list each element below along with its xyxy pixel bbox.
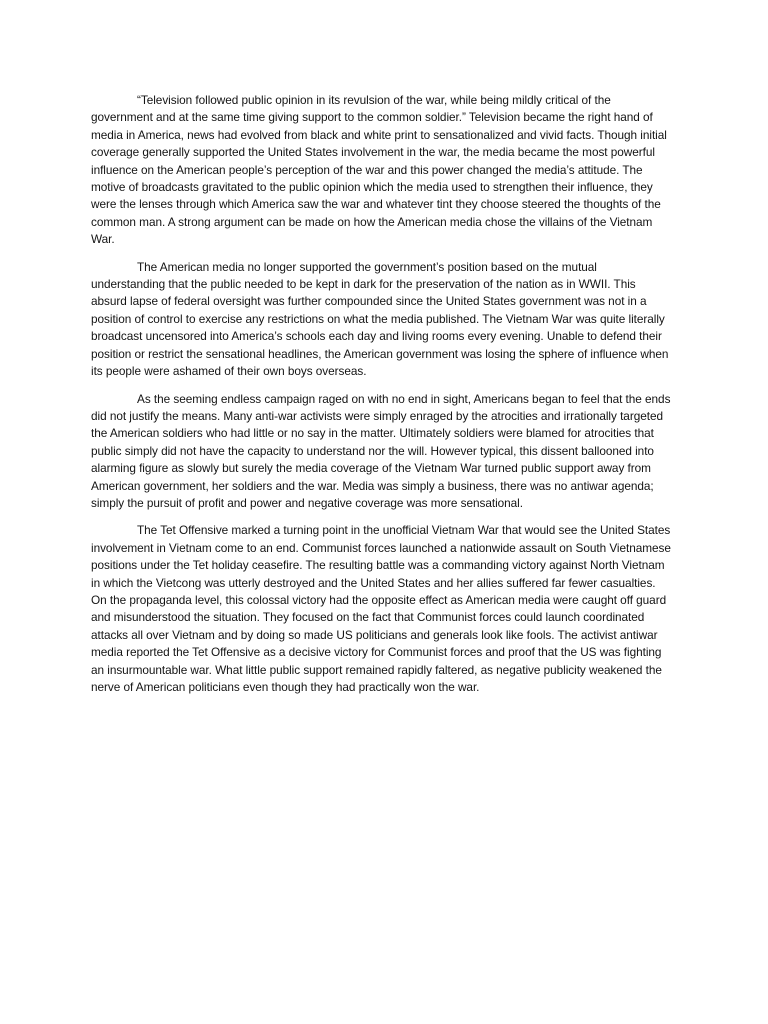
paragraph-tet-offensive: The Tet Offensive marked a turning point in the unofficial Vietnam War that would see the United States involvement in Vietnam come to an end. Communist forces launched a nationwide assault on South Vietnamese positions under the Tet holiday ceasefire. The resulting battle was a commanding victory against North Vietnam in which the Vietcong was utterly destroyed and the United States and her allies suffered far fewer casualties. On the propaganda level, this colossal victory had the opposite effect as American media were caught off guard and misunderstood the situation. They focused on the fact that Communist forces could launch coordinated attacks all over Vietnam and by doing so made US politicians and generals look like fools. The activist antiwar media reported the Tet Offensive as a decisive victory for Communist forces and proof that the US was fighting an insurmountable war. What little public support remained rapidly faltered, as negative publicity weakened the nerve of American politicians even though they had practically won the war. — [91, 523, 671, 694]
paragraph-television-media: “Television followed public opinion in its revulsion of the war, while being mildly critical of the government and at the same time giving support to the common soldier.” Television became the right hand of media in America, news had evolved from black and white print to sensationalized and vivid facts. Though initial coverage generally supported the United States involvement in the war, the media became the most powerful influence on the American people’s perception of the war and this power changed the media’s attitude. The motive of broadcasts gravitated to the public opinion which the media used to strengthen their influence, they were the lenses through which America saw the war and whatever tint they choose steered the thoughts of the common man. A strong argument can be made on how the American media chose the villains of the Vietnam War. — [91, 93, 667, 247]
essay-body — [91, 92, 673, 706]
paragraph-government-position: The American media no longer supported the government’s position based on the mutual understanding that the public needed to be kept in dark for the preservation of the nation as in WWII. This absurd lapse of federal oversight was further compounded since the United States government was not in a position of control to exercise any restrictions on what the media published. The Vietnam War was quite literally broadcast uncensored into America’s schools each day and living rooms every evening. Unable to defend their position or restrict the sensational headlines, the American government was losing the sphere of influence when its people were ashamed of their own boys overseas. — [91, 259, 669, 379]
paragraph-antiwar-dissent: As the seeming endless campaign raged on with no end in sight, Americans began to feel that the ends did not justify the means. Many anti-war activists were simply enraged by the atrocities and irrationally targeted the American soldiers who had little or no say in the matter. Ultimately soldiers were blamed for atrocities that public simply did not have the capacity to understand nor the will. However typical, this dissent ballooned into alarming figure as slowly but surely the media coverage of the Vietnam War turned public support away from American government, her soldiers and the war. Media was simply a business, there was no antiwar agenda; simply the pursuit of profit and power and negative coverage was more sensational. — [91, 391, 671, 510]
